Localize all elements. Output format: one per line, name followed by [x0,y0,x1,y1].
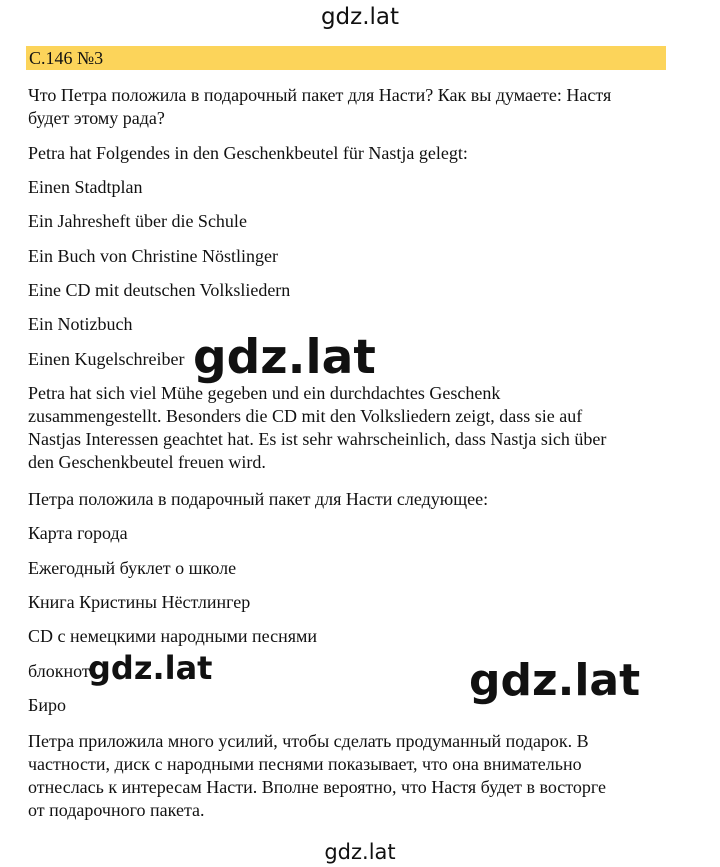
watermark-left-lower: gdz.lat [88,649,213,687]
russian-conclusion-line: частности, диск с народными песнями показывает, что она внимательно [28,754,582,774]
russian-item: Ежегодный буклет о школе [28,558,237,578]
question-line-1: Что Петра положила в подарочный пакет для Насти? Как вы думаете: Настя [28,85,612,105]
german-item: Einen Stadtplan [28,177,143,197]
german-conclusion-line: zusammengestellt. Besonders die CD mit den Volksliedern zeigt, dass sie auf [28,406,583,426]
task-number: С.146 №3 [29,48,104,68]
watermark-bottom: gdz.lat [324,840,396,864]
german-intro: Petra hat Folgendes in den Geschenkbeutel für Nastja gelegt: [28,143,468,163]
russian-item: CD с немецкими народными песнями [28,626,318,646]
german-item: Ein Jahresheft über die Schule [28,211,247,231]
russian-item: Книга Кристины Нёстлингер [28,592,251,612]
german-item: Einen Kugelschreiber [28,349,185,369]
watermark-center: gdz.lat [193,330,376,385]
german-item: Ein Notizbuch [28,314,133,334]
russian-intro: Петра положила в подарочный пакет для Насти следующее: [28,489,489,509]
german-conclusion-line: den Geschenkbeutel freuen wird. [28,452,266,472]
watermark-top: gdz.lat [320,4,400,30]
watermark-right-lower: gdz.lat [469,655,641,706]
russian-conclusion-line: Петра приложила много усилий, чтобы сделать продуманный подарок. В [28,731,589,751]
german-item: Ein Buch von Christine Nöstlinger [28,246,278,266]
russian-conclusion-line: отнеслась к интересам Насти. Вполне вероятно, что Настя будет в восторге [28,777,607,797]
german-item: Eine CD mit deutschen Volksliedern [28,280,291,300]
task-header [26,46,666,70]
russian-item: Карта города [28,523,128,543]
german-conclusion-line: Nastjas Interessen geachtet hat. Es ist sehr wahrscheinlich, dass Nastja sich über [28,429,607,449]
russian-item: блокнот [28,661,90,681]
russian-conclusion-line: от подарочного пакета. [28,800,205,820]
german-conclusion-line: Petra hat sich viel Mühe gegeben und ein durchdachtes Geschenk [28,383,501,403]
russian-item: Биро [28,695,66,715]
question-line-2: будет этому рада? [28,108,165,128]
